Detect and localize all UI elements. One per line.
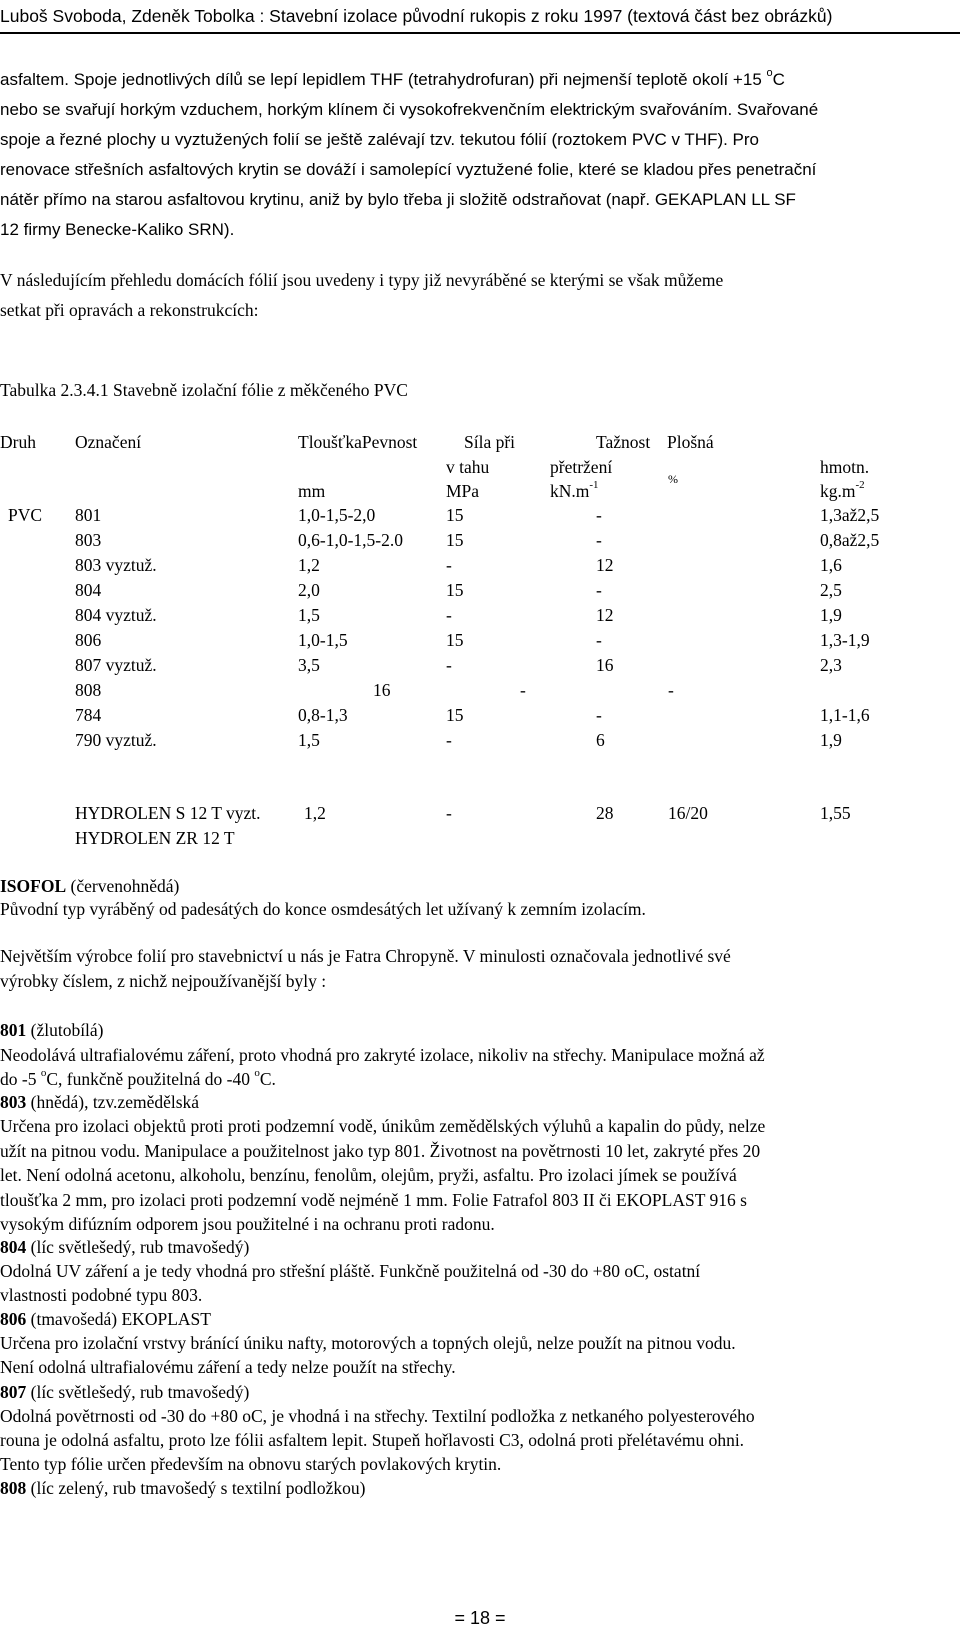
- type-808-heading: 808 (líc zelený, rub tmavošedý s textilní podložkou): [0, 1478, 366, 1498]
- type-801-heading: 801 (žlutobílá): [0, 1020, 104, 1040]
- cell-force: 12: [596, 555, 614, 575]
- header-unit-kn: $kN.m^{-1}$: [550, 479, 599, 501]
- cell-name: 803 vyztuž.: [75, 555, 157, 575]
- header-unit-kg: $kg.m^{-2}$: [820, 479, 865, 501]
- table-caption: Tabulka 2.3.4.1 Stavebně izolační fólie z měkčeného PVC: [0, 380, 408, 400]
- type-803-line-2: užít na pitnou vodu. Manipulace a použitelnost jako typ 801. Životnost na povětrnosti 10 let, zakryté přes 20: [0, 1141, 761, 1161]
- intro-line-5: nátěr přímo na starou asfaltovou krytinu, aniž by bylo třeba ji složitě odstraňovat (např. GEKAPLAN LL SF: [0, 190, 796, 209]
- intro-line-2: nebo se svařují horkým vzduchem, horkým klínem či vysokofrekvenčním elektrickým svařováním. Svařované: [0, 100, 819, 119]
- cell-strength: 15: [446, 505, 464, 525]
- type-806-heading: 806 (tmavošedá) EKOPLAST: [0, 1309, 211, 1329]
- cell-force: 16: [596, 655, 614, 675]
- cell-name: 803: [75, 530, 102, 550]
- header-unit-mpa: MPa: [446, 481, 480, 501]
- header-sila: Síla při: [464, 432, 516, 452]
- type-804-heading: 804 (líc světlešedý, rub tmavošedý): [0, 1237, 250, 1257]
- isofol-line: Původní typ vyráběný od padesátých do konce osmdesátých let užívaný k zemním izolacím.: [0, 899, 646, 919]
- type-806-line-1: Určena pro izolační vrstvy bránící úniku nafty, motorových a topných olejů, nelze použít na pitnou vodu.: [0, 1333, 736, 1353]
- header-tloustka-pevnost: TloušťkaPevnost: [298, 432, 418, 452]
- cell-thickness: 1,2: [304, 803, 326, 823]
- cell-strength: -: [446, 605, 452, 625]
- type-803-line-4: tloušťka 2 mm, pro izolaci proti podzemní vodě nejméně 1 mm. Folie Fatrafol 803 II či EKOPLAST 916 s: [0, 1190, 747, 1210]
- header-hmotn: hmotn.: [820, 457, 870, 477]
- fatra-line-2: výrobky číslem, z nichž nejpoužívanější byly :: [0, 971, 327, 991]
- cell-force: 12: [596, 605, 614, 625]
- cell-name: 804: [75, 580, 102, 600]
- cell-strength: -: [446, 730, 452, 750]
- cell-name: 801: [75, 505, 102, 525]
- cell-weight: 1,6: [820, 555, 842, 575]
- cell-thickness: 1,2: [298, 555, 320, 575]
- cell-strength: -: [446, 803, 452, 823]
- intro-line-3: spoje a řezné plochy u vyztužených folií se ještě zalévají tzv. tekutou fólií (roztokem PVC v THF). Pro: [0, 130, 760, 149]
- cell-name-2: HYDROLEN ZR 12 T: [75, 828, 235, 848]
- cell-thickness: 3,5: [298, 655, 320, 675]
- group-pvc: PVC: [8, 505, 43, 525]
- cell-thickness: 2,0: [298, 580, 320, 600]
- overview-line-1: V následujícím přehledu domácích fólií jsou uvedeny i typy již nevyráběné se kterými se však můžeme: [0, 270, 724, 290]
- header-taznost: Tažnost: [596, 432, 651, 452]
- cell-thickness: 1,0-1,5: [298, 630, 348, 650]
- header-druh: Druh: [0, 432, 36, 452]
- type-806-line-2: Není odolná ultrafialovému záření a tedy nelze použít na střechy.: [0, 1357, 456, 1377]
- header-plosna: Plošná: [667, 432, 714, 452]
- type-803-line-5: vysokým difúzním odporem jsou použitelné i na ochranu proti radonu.: [0, 1214, 495, 1234]
- page-number: = 18 =: [454, 1608, 506, 1628]
- cell-strength: 15: [446, 530, 464, 550]
- type-807-line-1: Odolná povětrnosti od -30 do +80 oC, je vhodná i na střechy. Textilní podložka z netkaného polyesterového: [0, 1406, 755, 1426]
- cell-weight: 1,3-1,9: [820, 630, 870, 650]
- cell-name: 808: [75, 680, 102, 700]
- cell-strength: 15: [446, 630, 464, 650]
- type-804-line-2: vlastnosti podobné typu 803.: [0, 1285, 203, 1305]
- header-oznaceni: Označení: [75, 432, 142, 452]
- cell-thickness: 1,0-1,5-2,0: [298, 505, 376, 525]
- cell-name: 790 vyztuž.: [75, 730, 157, 750]
- cell-force: -: [596, 630, 602, 650]
- cell-weight: 1,55: [820, 803, 851, 823]
- overview-line-2: setkat při opravách a rekonstrukcích:: [0, 300, 259, 320]
- cell-weight: 1,3až2,5: [820, 505, 880, 525]
- cell-thickness: 0,8-1,3: [298, 705, 348, 725]
- type-804-line-1: Odolná UV záření a je tedy vhodná pro střešní pláště. Funkčně použitelná od -30 do +80 oC, ostatní: [0, 1261, 701, 1281]
- cell-name: 804 vyztuž.: [75, 605, 157, 625]
- type-807-line-3: Tento typ fólie určen především na obnovu starých povlakových krytin.: [0, 1454, 502, 1474]
- type-807-line-2: rouna je odolná asfaltu, proto lze fólii asfaltem lepit. Stupeň hořlavosti C3, odolná proti přelétavému ohni.: [0, 1430, 745, 1450]
- header-unit-percent: %: [668, 472, 678, 486]
- cell-weight: 1,9: [820, 730, 842, 750]
- cell-value: 16: [373, 680, 391, 700]
- cell-thickness: 1,5: [298, 730, 320, 750]
- running-header: Luboš Svoboda, Zdeněk Tobolka : Stavební izolace původní rukopis z roku 1997 (textová část bez obrázků): [0, 6, 833, 26]
- cell-weight: 1,1-1,6: [820, 705, 870, 725]
- cell-elongation: 16/20: [668, 803, 708, 823]
- cell-value: -: [668, 680, 674, 700]
- cell-strength: 15: [446, 580, 464, 600]
- cell-value: -: [520, 680, 526, 700]
- type-801-line-1: Neodolává ultrafialovému záření, proto vhodná pro zakryté izolace, nikoliv na střechy. Manipulace možná až: [0, 1045, 765, 1065]
- cell-force: 28: [596, 803, 614, 823]
- header-v-tahu: v tahu: [446, 457, 490, 477]
- type-807-heading: 807 (líc světlešedý, rub tmavošedý): [0, 1382, 250, 1402]
- cell-force: 6: [596, 730, 605, 750]
- cell-name: 806: [75, 630, 102, 650]
- cell-weight: 1,9: [820, 605, 842, 625]
- cell-force: -: [596, 705, 602, 725]
- header-rule: [0, 32, 960, 34]
- fatra-line-1: Největším výrobce folií pro stavebnictví u nás je Fatra Chropyně. V minulosti označovala jednotlivé své: [0, 946, 731, 966]
- cell-name: HYDROLEN S 12 T vyzt.: [75, 803, 261, 823]
- cell-strength: -: [446, 655, 452, 675]
- cell-name: 807 vyztuž.: [75, 655, 157, 675]
- cell-weight: 2,3: [820, 655, 842, 675]
- isofol-heading: ISOFOL (červenohnědá): [0, 876, 180, 896]
- cell-weight: 0,8až2,5: [820, 530, 880, 550]
- intro-line-6: 12 firmy Benecke-Kaliko SRN).: [0, 220, 235, 239]
- type-803-line-1: Určena pro izolaci objektů proti proti podzemní vodě, únikům zemědělských výluhů a kapalin do půdy, nelze: [0, 1116, 766, 1136]
- intro-line-4: renovace střešních asfaltových krytin se dováží i samolepící vyztužené folie, které se kladou přes penetrační: [0, 160, 817, 179]
- cell-thickness: 1,5: [298, 605, 320, 625]
- cell-strength: 15: [446, 705, 464, 725]
- cell-strength: -: [446, 555, 452, 575]
- cell-force: -: [596, 580, 602, 600]
- header-unit-mm: mm: [298, 481, 326, 501]
- cell-name: 784: [75, 705, 102, 725]
- intro-line-1: asfaltem. Spoje jednotlivých dílů se lepí lepidlem THF (tetrahydrofuran) při nejmenší teplotě okolí +15 $^o$C: [0, 67, 785, 89]
- header-pretrzeni: přetržení: [550, 457, 613, 477]
- cell-force: -: [596, 530, 602, 550]
- type-801-line-2: do -5 $^o$C, funkčně použitelná do -40 $^o$C.: [0, 1067, 276, 1089]
- cell-force: -: [596, 505, 602, 525]
- type-803-heading: 803 (hnědá), tzv.zemědělská: [0, 1092, 200, 1112]
- cell-thickness: 0,6-1,0-1,5-2.0: [298, 530, 403, 550]
- type-803-line-3: let. Není odolná acetonu, alkoholu, benzínu, fenolům, olejům, pryži, asfaltu. Pro izolaci jímek se používá: [0, 1165, 737, 1185]
- cell-weight: 2,5: [820, 580, 842, 600]
